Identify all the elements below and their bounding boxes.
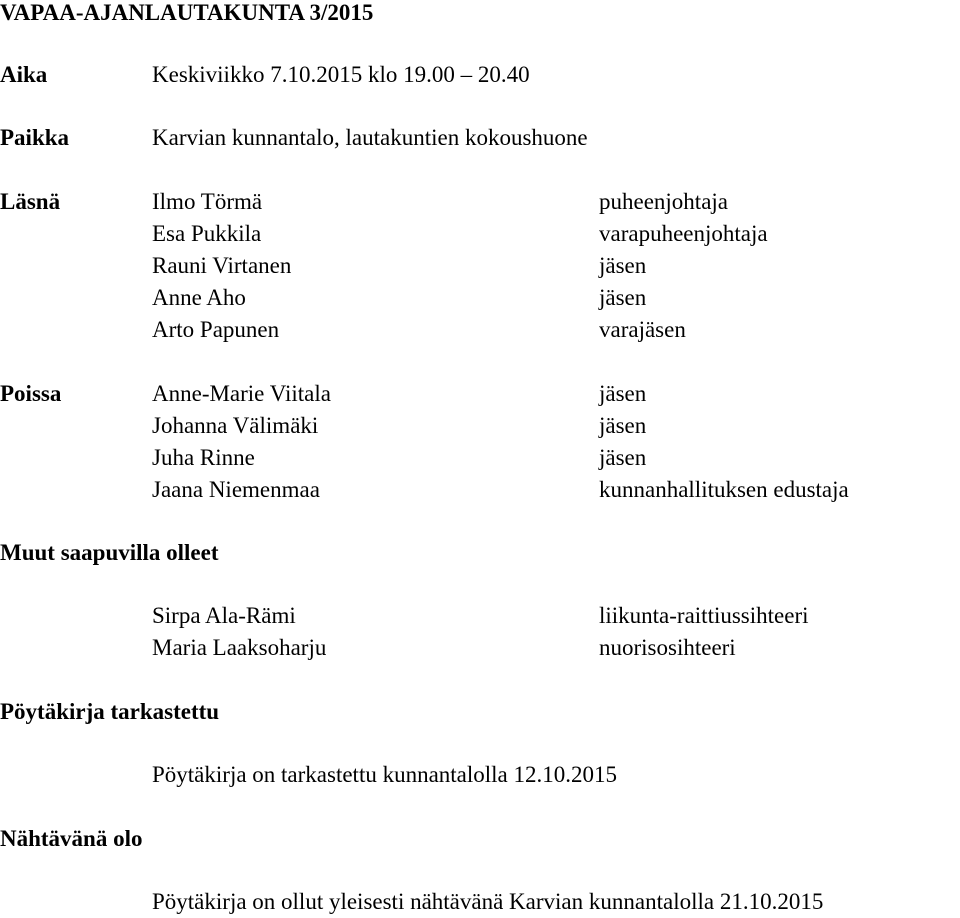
lasna-label: Läsnä (0, 189, 61, 214)
lasna-row-4 (0, 314, 960, 346)
poissa-row-0 (0, 378, 960, 410)
member-role: jäsen (599, 253, 647, 278)
member-name: Anne Aho (152, 285, 246, 310)
member-name: Anne-Marie Viitala (152, 381, 331, 406)
member-role: jäsen (599, 413, 647, 438)
muut-label: Muut saapuvilla olleet (0, 540, 219, 565)
muut-row-0 (0, 600, 960, 632)
member-name: Rauni Virtanen (152, 253, 292, 278)
member-role: nuorisosihteeri (599, 635, 736, 660)
member-role: puheenjohtaja (599, 189, 729, 214)
poissa-row-3 (0, 474, 960, 506)
nahtavana-label: Nähtävänä olo (0, 826, 143, 851)
lasna-row-1 (0, 218, 960, 250)
lasna-row-0 (0, 186, 960, 218)
poissa-row-1 (0, 410, 960, 442)
member-role: jäsen (599, 445, 647, 470)
muut-row-1 (0, 632, 960, 664)
tarkastettu-label: Pöytäkirja tarkastettu (0, 699, 220, 724)
tarkastettu-text: Pöytäkirja on tarkastettu kunnantalolla 12.10.2015 (152, 762, 618, 787)
member-role: jäsen (599, 285, 647, 310)
member-name: Juha Rinne (152, 445, 255, 470)
poissa-label: Poissa (0, 381, 62, 406)
member-name: Sirpa Ala-Rämi (152, 603, 296, 628)
member-name: Johanna Välimäki (152, 413, 319, 438)
member-name: Maria Laaksoharju (152, 635, 327, 660)
nahtavana-text: Pöytäkirja on ollut yleisesti nähtävänä Karvian kunnantalolla 21.10.2015 (152, 889, 824, 914)
member-name: Esa Pukkila (152, 221, 262, 246)
aika-row (0, 59, 960, 91)
lasna-row-2 (0, 250, 960, 282)
member-role: liikunta-raittiussihteeri (599, 603, 809, 628)
lasna-row-3 (0, 282, 960, 314)
paikka-row (0, 122, 960, 154)
poissa-row-2 (0, 442, 960, 474)
paikka-value: Karvian kunnantalo, lautakuntien kokoushuone (152, 125, 588, 150)
member-name: Jaana Niemenmaa (152, 477, 320, 502)
aika-label: Aika (0, 62, 48, 87)
member-name: Arto Papunen (152, 317, 280, 342)
aika-value: Keskiviikko 7.10.2015 klo 19.00 – 20.40 (152, 62, 530, 87)
document-title: VAPAA-AJANLAUTAKUNTA 3/2015 (0, 0, 374, 25)
paikka-label: Paikka (0, 125, 70, 150)
member-role: varajäsen (599, 317, 686, 342)
member-role: jäsen (599, 381, 647, 406)
member-role: kunnanhallituksen edustaja (599, 477, 849, 502)
member-name: Ilmo Törmä (152, 189, 263, 214)
member-role: varapuheenjohtaja (599, 221, 768, 246)
